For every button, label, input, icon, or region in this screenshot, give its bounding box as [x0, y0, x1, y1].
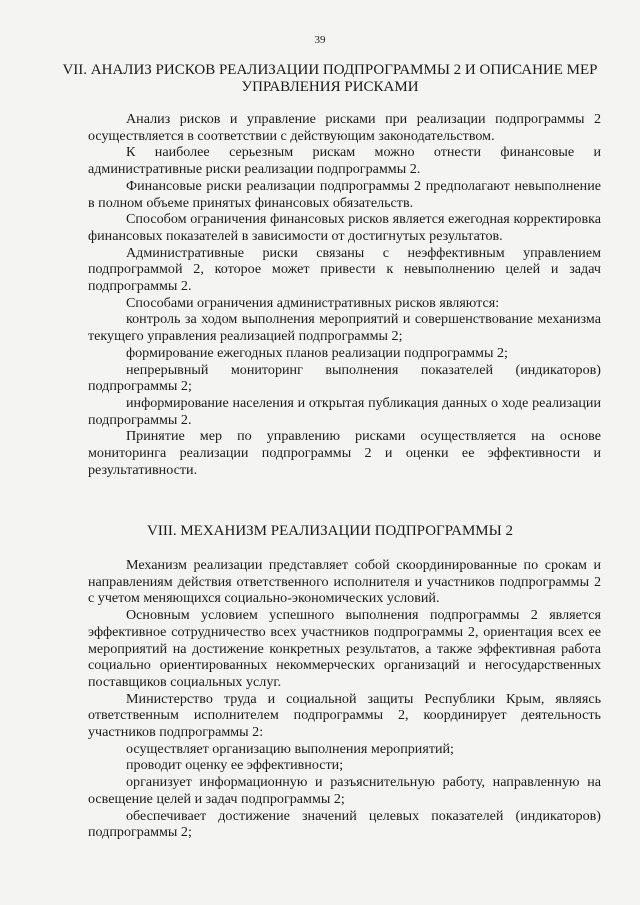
- list-item: формирование ежегодных планов реализации подпрограммы 2;: [126, 344, 508, 361]
- paragraph: Способами ограничения административных рисков являются:: [126, 294, 500, 311]
- paragraph: Принятие мер по управлению рисками осуществляется на основе мониторинга реализации подпрограммы 2 и оценки ее эффективности и результативности.: [88, 428, 601, 478]
- section-7-body: [88, 111, 601, 478]
- paragraph: Анализ рисков и управление рисками при реализации подпрограммы 2 осуществляется в соответствии с действующим законодательством.: [88, 111, 601, 144]
- paragraph: К наиболее серьезным рискам можно отнести финансовые и административные риски реализации подпрограммы 2.: [88, 144, 601, 178]
- paragraph: Механизм реализации представляет собой скоординированные по срокам и направлениям действия ответственного исполнителя и участников подпрограммы 2 с учетом меняющихся социально-экономических условий.: [88, 557, 601, 607]
- page-number: 39: [314, 34, 326, 46]
- list-item: проводит оценку ее эффективности;: [126, 757, 344, 774]
- list-item: обеспечивает достижение значений целевых показателей (индикаторов) подпрограммы 2;: [88, 807, 601, 841]
- paragraph: Министерство труда и социальной защиты Республики Крым, являясь ответственным исполнителем подпрограммы 2, координирует деятельность участников подпрограммы 2:: [88, 690, 601, 741]
- list-item: непрерывный мониторинг выполнения показателей (индикаторов) подпрограммы 2;: [88, 361, 601, 395]
- paragraph: Основным условием успешного выполнения подпрограммы 2 является эффективное сотрудничество всех участников подпрограммы 2, ориентация всех ее мероприятий на достижение конкретных результатов, а также эффективная работа социально ориентированных некоммерческих организаций и негосударственных поставщиков социальных услуг.: [88, 607, 601, 690]
- paragraph: Административные риски связаны с неэффективным управлением подпрограммой 2, которое может привести к невыполнению целей и задач подпрограммы 2.: [88, 244, 601, 295]
- paragraph: Финансовые риски реализации подпрограммы 2 предполагают невыполнение в полном объеме принятых финансовых обязательств.: [88, 177, 601, 211]
- section-7-heading: VII. АНАЛИЗ РИСКОВ РЕАЛИЗАЦИИ ПОДПРОГРАММЫ 2 И ОПИСАНИЕ МЕР УПРАВЛЕНИЯ РИСКАМИ: [62, 62, 598, 95]
- list-item: организует информационную и разъяснительную работу, направленную на освещение целей и задач подпрограммы 2;: [88, 774, 601, 807]
- list-item: осуществляет организацию выполнения мероприятий;: [126, 740, 454, 757]
- section-8-heading: VIII. МЕХАНИЗМ РЕАЛИЗАЦИИ ПОДПРОГРАММЫ 2: [147, 523, 513, 539]
- section-8-body: [88, 557, 601, 841]
- list-item: контроль за ходом выполнения мероприятий и совершенствование механизма текущего управления реализацией подпрограммы 2;: [88, 311, 601, 345]
- paragraph: Способом ограничения финансовых рисков является ежегодная корректировка финансовых показателей в зависимости от достигнутых результатов.: [88, 211, 601, 244]
- list-item: информирование населения и открытая публикация данных о ходе реализации подпрограммы 2.: [88, 394, 601, 428]
